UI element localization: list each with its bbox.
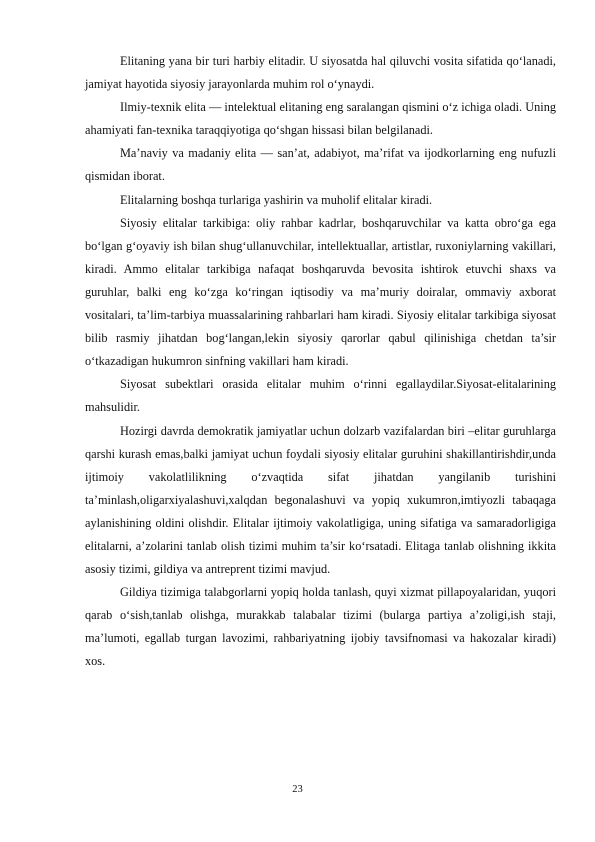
paragraph-scientific-technical-elite: Ilmiy-texnik elita — intelektual elitaning eng saralangan qismini o‘z ichiga oladi. Uning ahamiyati fan-texnika taraqqiyotiga qo‘shgan hissasi bilan belgilanadi. xyxy=(85,100,556,138)
document-page xyxy=(85,50,556,674)
paragraph-hidden-opposition-elite: Elitalarning boshqa turlariga yashirin va muholif elitalar kiradi. xyxy=(120,192,433,207)
paragraph-military-elite: Elitaning yana bir turi harbiy elitadir. U siyosatda hal qiluvchi vosita sifatida qo‘lanadi, jamiyat hayotida siyosiy jarayonlarda muhim rol o‘ynaydi. xyxy=(85,54,556,92)
paragraph-political-elite-composition: Siyosiy elitalar tarkibiga: oliy rahbar kadrlar, boshqaruvchilar va katta obro‘ga ega bo‘lgan g‘oyaviy ish bilan shug‘ullanuvchilar, intellektuallar, artistlar, ruxoniylarning vakillari, kiradi. Ammo elitalar tarkibiga nafaqat boshqaruvda bevosita ishtirok etuvchi shaxs va guruhlar, balki eng ko‘zga ko‘ringan iqtisodiy va ma’muriy doiralar, ommaviy axborat vositalari, ta’lim-tarbiya muassalarining rahbarlari ham kiradi. Siyosiy elitalar tarkibiga siyosat bilib rasmiy jihatdan bog‘langan,lekin siyosiy qarorlar qabul qilinishiga chetdan ta’sir o‘tkazadigan hukumron sinfning vakillari ham kiradi. xyxy=(85,215,556,369)
paragraph-political-subjects: Siyosat subektlari orasida elitalar muhim o‘rinni egallaydilar.Siyosat-elitalarining mahsulidir. xyxy=(85,377,556,415)
paragraph-democratic-tasks: Hozirgi davrda demokratik jamiyatlar uchun dolzarb vazifalardan biri –elitar guruhlarga qarshi kurash emas,balki jamiyat uchun foydali siyosiy elitalar guruhini shakillantirishdir,unda ijtimoiy vakolatlilikning o‘zvaqtida sifat jihatdan yangilanib turishini ta’minlash,oligarxiyalashuvi,xalqdan begonalashuvi va yopiq xukumron,imtiyozli tabaqaga aylanishining oldini olishdir. Elitalar ijtimoiy vakolatligiga, uning sifatiga va samaradorligiga elitalarni, a’zolarini tanlab olish tizimi muhim ta’sir ko‘rsatadi. Elitaga tanlab olishning ikkita asosiy tizimi, gildiya va antreprent tizimi mavjud. xyxy=(85,423,556,577)
paragraph-guild-system: Gildiya tizimiga talabgorlarni yopiq holda tanlash, quyi xizmat pillapoyalaridan, yuqori qarab o‘sish,tanlab olishga, murakkab talabalar tizimi (bularga partiya a’zoligi,ish staji, ma’lumoti, egallab turgan lavozimi, rahbariyatning ijobiy tavsifnomasi va hakozalar kiradi) xos. xyxy=(85,585,556,669)
paragraph-cultural-elite: Ma’naviy va madaniy elita — san’at, adabiyot, ma’rifat va ijodkorlarning eng nufuzli qismidan iborat. xyxy=(85,146,556,184)
page-number: 23 xyxy=(292,784,303,795)
